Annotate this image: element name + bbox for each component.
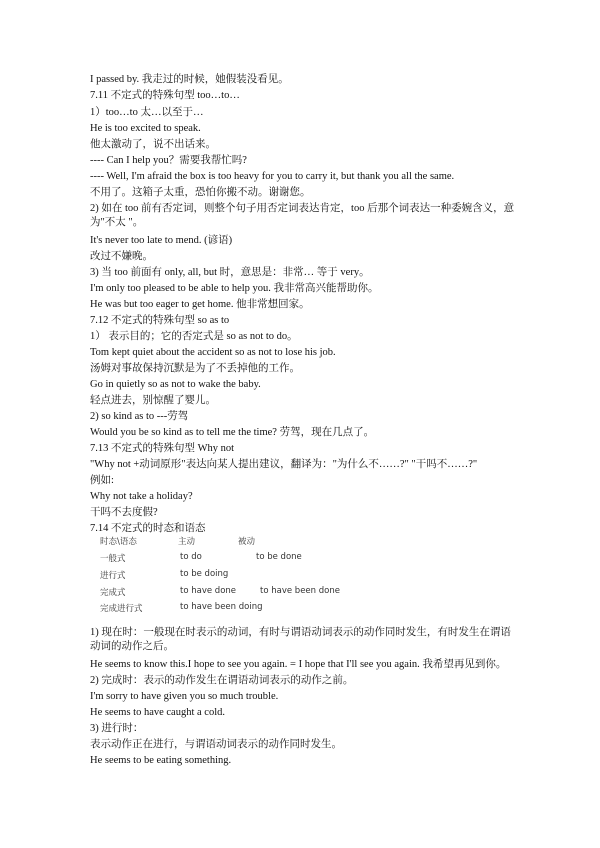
text-line: 2) 完成时：表示的动作发生在谓语动词表示的动作之前。 bbox=[90, 675, 354, 686]
table-cell: 完成式 bbox=[100, 588, 126, 598]
text-line: 表示动作正在进行，与谓语动词表示的动作同时发生。 bbox=[90, 739, 342, 750]
text-line: I'm sorry to have given you so much trouble. bbox=[90, 691, 279, 702]
table-cell: 一般式 bbox=[100, 554, 126, 564]
text-line: 他太激动了，说不出话来。 bbox=[90, 139, 216, 150]
text-line: 不用了。这箱子太重，恐怕你搬不动。谢谢您。 bbox=[90, 187, 311, 198]
text-line: 1） 表示目的；它的否定式是 so as not to do。 bbox=[90, 331, 298, 342]
text-line: 轻点进去，别惊醒了婴儿。 bbox=[90, 395, 216, 406]
text-line: Tom kept quiet about the accident so as not to lose his job. bbox=[90, 347, 336, 358]
text-line: 1）too…to 太…以至于… bbox=[90, 107, 204, 118]
text-line: He was but too eager to get home. 他非常想回家。 bbox=[90, 299, 310, 310]
text-line: He is too excited to speak. bbox=[90, 123, 201, 134]
text-line: Go in quietly so as not to wake the baby. bbox=[90, 379, 261, 390]
text-line: He seems to be eating something. bbox=[90, 755, 232, 766]
text-line: 3) 当 too 前面有 only, all, but 时，意思是：非常… 等于 very。 bbox=[90, 267, 370, 278]
text-line: It's never too late to mend. (谚语) bbox=[90, 235, 233, 246]
text-line: "Why not +动词原形"表达向某人提出建议，翻译为："为什么不……?" "干吗不……?" bbox=[90, 459, 478, 470]
section-heading: 7.11 不定式的特殊句型 too…to… bbox=[90, 90, 240, 101]
table-cell: to have done bbox=[180, 586, 237, 596]
section-heading: 7.14 不定式的时态和语态 bbox=[90, 523, 206, 534]
text-line: 3) 进行时： bbox=[90, 723, 144, 734]
table-cell: to be done bbox=[256, 552, 302, 562]
text-line: 干吗不去度假? bbox=[90, 507, 158, 518]
text-line: 改过不嫌晚。 bbox=[90, 251, 153, 262]
text-line: He seems to have caught a cold. bbox=[90, 707, 225, 718]
table-header: 时态\语态 bbox=[100, 537, 137, 547]
text-line: ---- Well, I'm afraid the box is too heavy for you to carry it, but thank you all the same. bbox=[90, 171, 455, 182]
table-cell: 进行式 bbox=[100, 571, 126, 581]
table-cell: to have been done bbox=[260, 586, 340, 596]
text-line: Why not take a holiday? bbox=[90, 491, 193, 502]
text-line: 2) so kind as to ---劳驾 bbox=[90, 411, 189, 422]
text-line: 例如: bbox=[90, 475, 114, 486]
table-cell: to do bbox=[180, 552, 202, 562]
tense-voice-table bbox=[100, 535, 370, 615]
text-line: ---- Can I help you？需要我帮忙吗? bbox=[90, 155, 247, 166]
table-cell: 完成进行式 bbox=[100, 604, 143, 614]
table-header: 主动 bbox=[178, 537, 196, 547]
text-line: Would you be so kind as to tell me the time? 劳驾，现在几点了。 bbox=[90, 427, 375, 438]
table-cell: to be doing bbox=[180, 569, 229, 579]
section-heading: 7.12 不定式的特殊句型 so as to bbox=[90, 315, 230, 326]
text-line: I passed by. 我走过的时候，她假装没看见。 bbox=[90, 74, 289, 85]
text-line: I'm only too pleased to be able to help you. 我非常高兴能帮助你。 bbox=[90, 283, 379, 294]
text-paragraph: 2) 如在 too 前有否定词，则整个句子用否定词表达肯定，too 后那个词表达一种委婉含义，意 为"不太 "。 bbox=[90, 203, 515, 228]
section-heading: 7.13 不定式的特殊句型 Why not bbox=[90, 443, 235, 454]
table-cell: to have been doing bbox=[180, 602, 263, 612]
text-line: 汤姆对事故保持沉默是为了不丢掉他的工作。 bbox=[90, 363, 300, 374]
text-line: He seems to know this.I hope to see you again. = I hope that I'll see you again. 我希望再见到你。 bbox=[90, 659, 507, 670]
text-paragraph: 1) 现在时：一般现在时表示的动词，有时与谓语动词表示的动作同时发生，有时发生在谓语动词的动作之后。 bbox=[90, 627, 511, 652]
table-header: 被动 bbox=[238, 537, 256, 547]
